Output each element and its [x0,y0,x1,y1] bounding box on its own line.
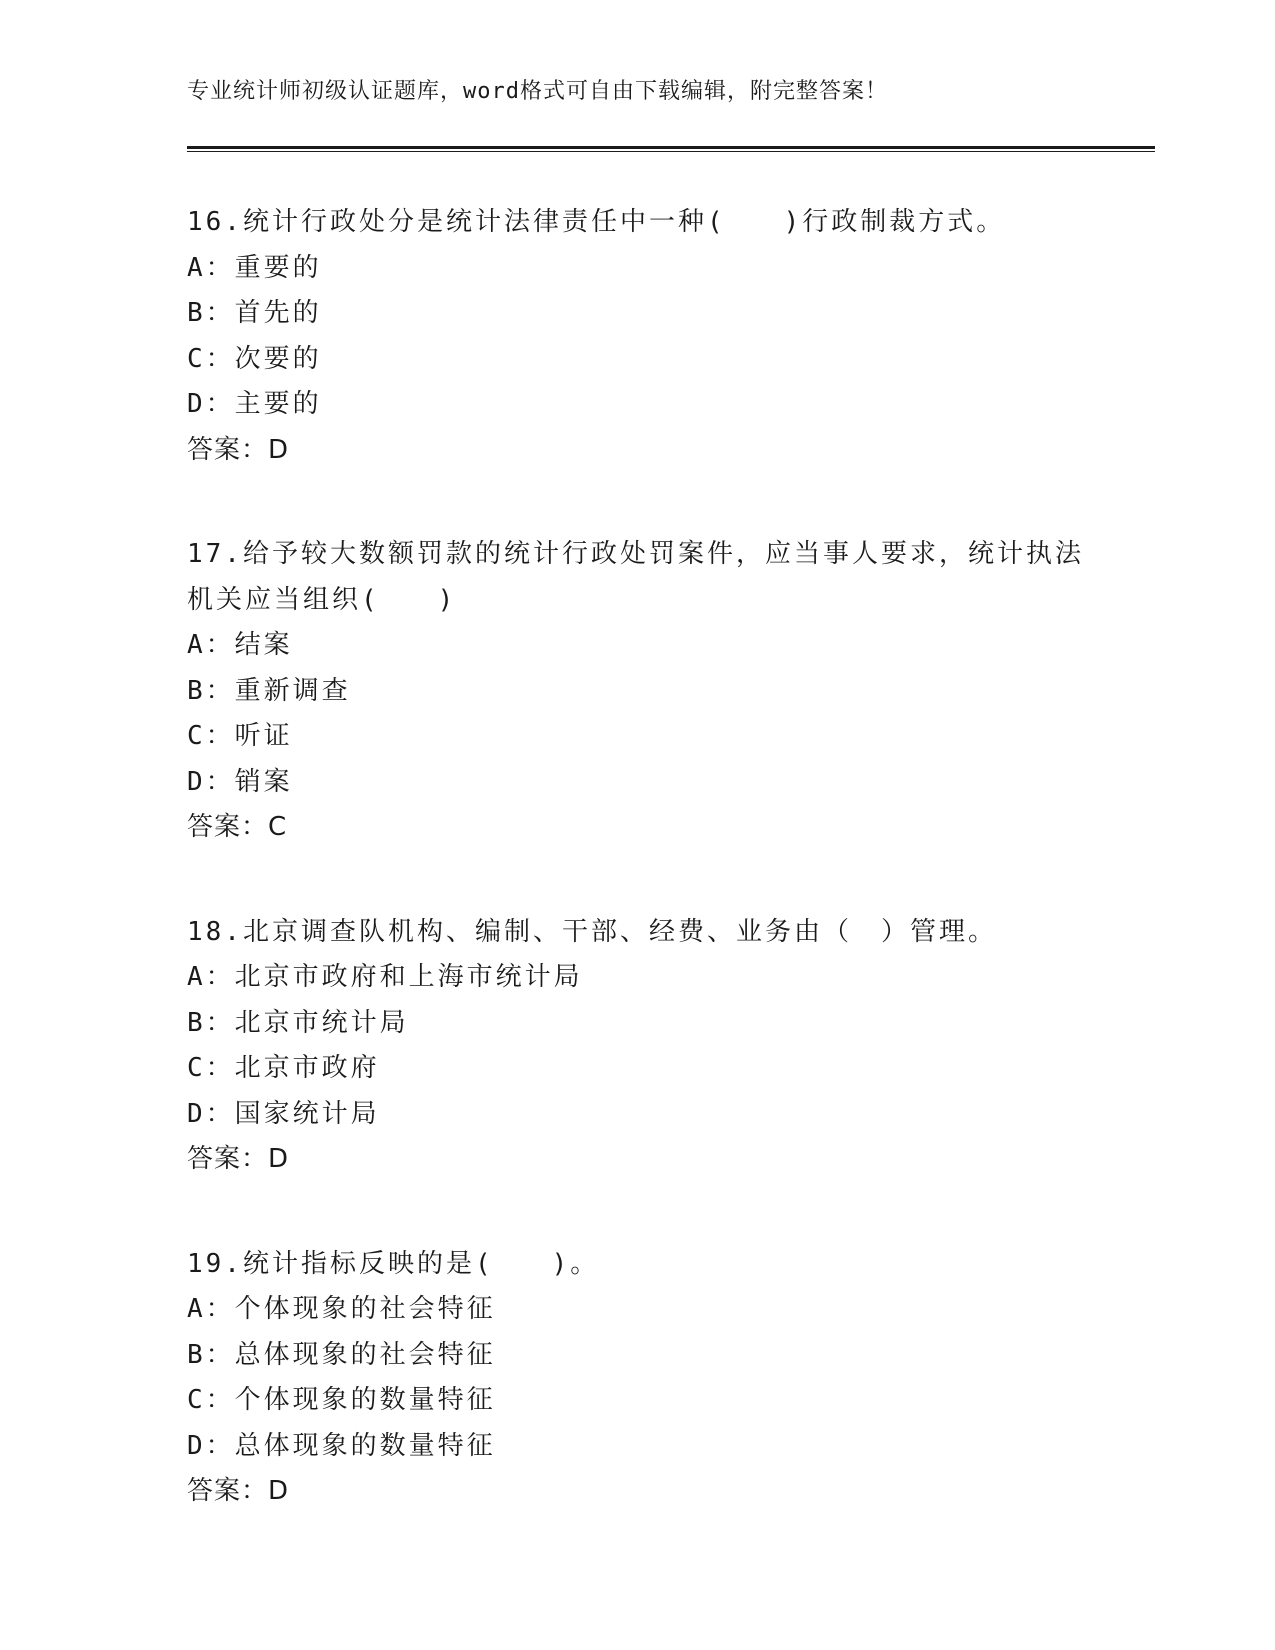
option-c: C：个体现象的数量特征 [187,1385,496,1415]
option-c: C：北京市政府 [187,1053,380,1083]
option-a: A：个体现象的社会特征 [187,1294,496,1324]
question-19 [187,1242,1087,1515]
answer: 答案：D [187,434,290,465]
option-a: A：结案 [187,630,293,660]
question-17 [187,532,1087,851]
option-a: A：重要的 [187,252,322,283]
option-d: D：主要的 [187,389,322,419]
document-header: 专业统计师初级认证题库，word格式可自由下载编辑，附完整答案！ [187,79,888,104]
header-divider [187,146,1155,152]
option-c: C：听证 [187,721,293,751]
question-list [187,200,1087,1574]
option-b: B：首先的 [187,298,322,328]
answer: 答案：D [187,1144,290,1174]
option-b: B：总体现象的社会特征 [187,1339,496,1370]
option-d: D：国家统计局 [187,1098,380,1129]
question-text: 17.给予较大数额罚款的统计行政处罚案件，应当事人要求，统计执法机关应当组织( ) [187,539,1084,615]
question-18 [187,910,1087,1183]
option-b: B：重新调查 [187,675,351,706]
option-d: D：总体现象的数量特征 [187,1430,496,1461]
option-a: A：北京市政府和上海市统计局 [187,962,583,992]
question-text: 19.统计指标反映的是( )。 [187,1248,600,1279]
question-16 [187,200,1087,473]
answer: 答案：C [187,812,288,842]
answer: 答案：D [187,1476,290,1506]
question-text: 18.北京调查队机构、编制、干部、经费、业务由（ ）管理。 [187,916,997,947]
question-text: 16.统计行政处分是统计法律责任中一种( )行政制裁方式。 [187,207,1006,237]
option-d: D：销案 [187,766,293,797]
option-c: C：次要的 [187,343,322,374]
option-b: B：北京市统计局 [187,1007,409,1038]
